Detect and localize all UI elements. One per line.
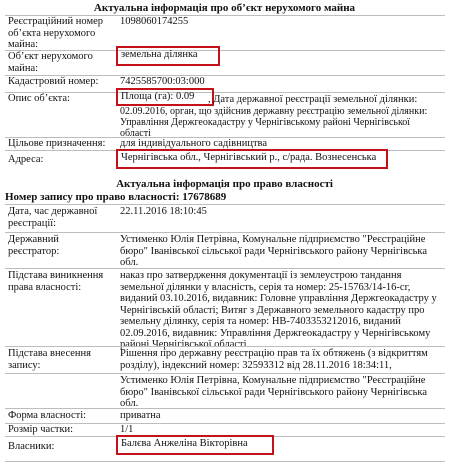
divider [5, 268, 445, 269]
field-label-ownership-form: Форма власності: [8, 410, 87, 421]
field-value-reg-date: 22.11.2016 18:10:45 [120, 206, 207, 217]
field-label-description: Опис об’єкта: [8, 93, 70, 104]
field-label-owners: Власники: [8, 441, 55, 452]
field-value-purpose: для індивідуального садівництва [120, 138, 268, 149]
field-label-address: Адреса: [8, 154, 44, 165]
divider [5, 461, 445, 462]
field-label-ownership-basis: Підстава виникнення права власності: [8, 270, 104, 293]
divider [5, 408, 445, 409]
field-value-ownership-form: приватна [120, 410, 161, 421]
field-value-registrar: Устименко Юлія Петрівна, Комунальне підприємство "Реєстраційне бюро" Іванівської сільської ради Чернігівського району Чернігівська обл. [120, 234, 428, 268]
record-number-row [5, 191, 226, 203]
field-value-description-cont: 02.09.2016, орган, що здійснив державну реєстрацію земельної ділянки: Управління Держгеокадастру у Чернігівському районі Чернігівської області [120, 106, 428, 139]
field-label-registrar: Державний реєстратор: [8, 234, 60, 257]
divider [5, 204, 445, 205]
section1-title: Актуальна інформація про об’єкт нерухомого майна [93, 2, 356, 14]
field-label-entry-basis: Підстава внесення запису: [8, 348, 92, 371]
record-number-value: 17678689 [182, 191, 227, 203]
field-value-area-highlight: Площа (га): 0.09 [118, 90, 212, 104]
field-label-reg-date: Дата, час державної реєстрації: [8, 206, 98, 229]
field-label-cadastral: Кадастровий номер: [8, 76, 99, 87]
field-value-object: земельна ділянка [118, 48, 218, 64]
field-value-address: Чернігівська обл., Чернігівський р., с/рада. Вознесенська [118, 151, 386, 167]
record-number-label: Номер запису про право власності: [5, 191, 180, 203]
field-value-share: 1/1 [120, 424, 134, 435]
field-value-cadastral: 7425585700:03:000 [120, 76, 205, 87]
field-value-entry-registrar: Устименко Юлія Петрівна, Комунальне підприємство "Реєстраційне бюро" Іванівської сільської ради Чернігівського району Чернігівська обл. [120, 375, 428, 409]
field-value-owners: Балєва Анжеліна Вікторівна [118, 437, 272, 453]
divider [5, 373, 445, 374]
field-label-object: Об’єкт нерухомого майна: [8, 51, 93, 74]
field-value-description: , Дата державної реєстрації земельної ділянки: [208, 94, 418, 105]
field-label-share: Розмір частки: [8, 424, 74, 435]
divider [5, 346, 445, 347]
field-label-reg-number: Реєстраційний номер об’єкта нерухомого майна: [8, 16, 104, 50]
field-value-ownership-basis: наказ про затвердження документації із землеустрою тандання земельної ділянки у власність, серія та номер: 25-15763/14-16-сг, виданий 03.10.2016, видавник: Головне управління Держгеокадастру у Чернігівській області; Витяг з Державного земельного кадастру про земельну ділянку, серія та номер: НВ-7403353212016, виданий 02.09.2016, видавник: Управління Держгеокадастру у Чернігівському районі Чернігівської області [120, 270, 437, 350]
divider [5, 232, 445, 233]
section2-title: Актуальна інформація про право власності [116, 178, 333, 190]
field-value-entry-basis: Рішення про державну реєстрацію прав та їх обтяжень (з відкриттям розділу), індексний номер: 32593312 від 28.11.2016 18:34:11, [120, 348, 428, 371]
field-label-purpose: Цільове призначення: [8, 138, 106, 149]
field-value-reg-number: 1098060174255 [120, 16, 189, 27]
